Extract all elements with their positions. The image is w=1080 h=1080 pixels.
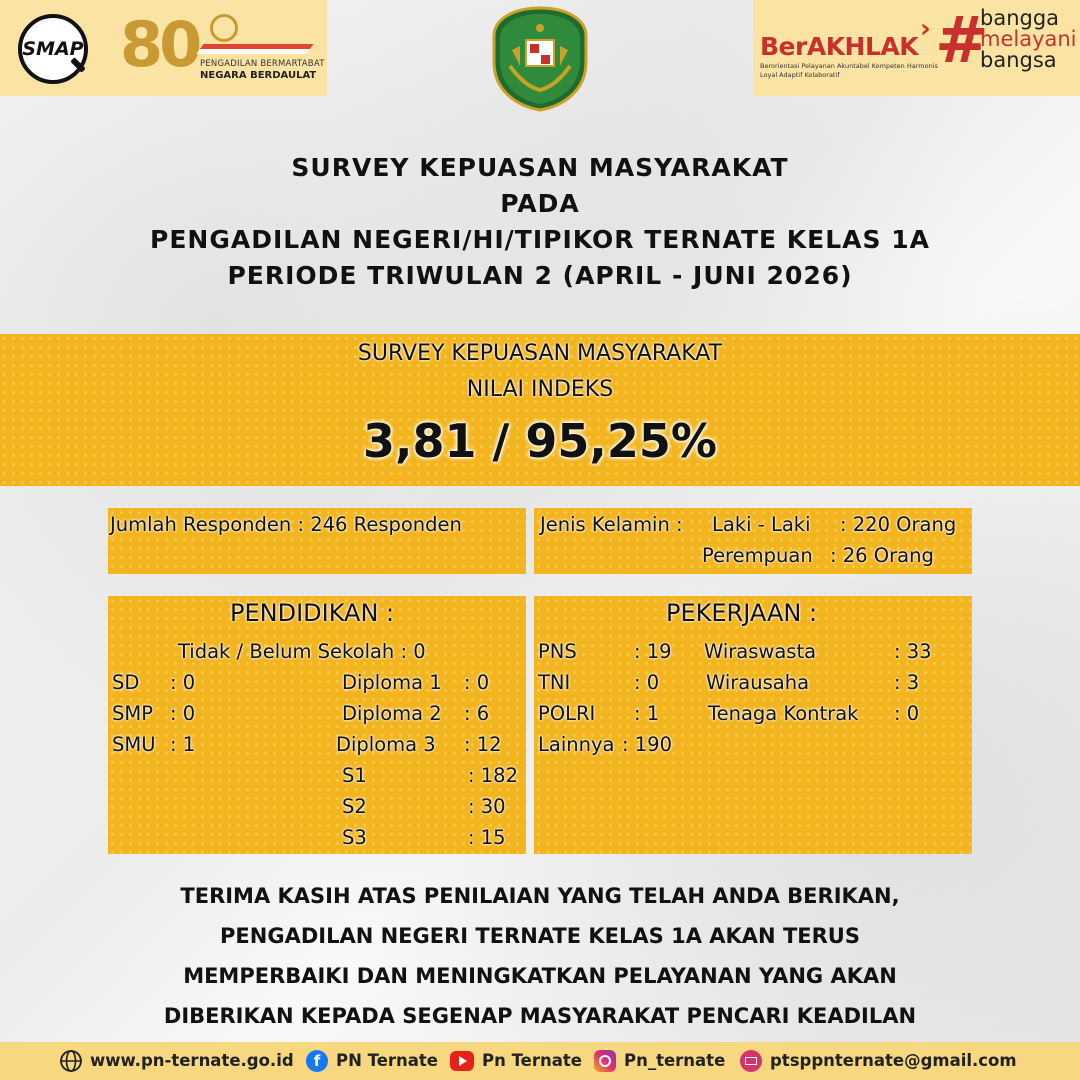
eighty-degree-icon [210, 14, 238, 42]
education-smu-label: SMU [112, 733, 156, 756]
gender-male-value: : 220 Orang [840, 513, 957, 536]
education-smp-label: SMP [112, 702, 153, 725]
footer-youtube[interactable]: Pn Ternate [482, 1051, 582, 1070]
occupation-lainnya-value: : 190 [622, 733, 672, 756]
occupation-pns-label: PNS [538, 640, 577, 663]
berakhlak-subtitle: Berorientasi Pelayanan Akuntabel Kompeten Harmonis Loyal Adaptif Kolaboratif [760, 62, 938, 79]
title-line-4: PERIODE TRIWULAN 2 (APRIL - JUNI 2026) [227, 261, 853, 290]
web-icon [60, 1050, 82, 1072]
closing-line-3: MEMPERBAIKI DAN MENINGKATKAN PELAYANAN YANG AKAN [183, 964, 897, 988]
chevron-right-icon: › [920, 14, 931, 44]
gender-female-value: : 26 Orang [830, 544, 934, 567]
occupation-box [534, 596, 972, 854]
respondents-box [108, 508, 526, 574]
education-s1-value: : 182 [468, 764, 518, 787]
smap-logo [18, 14, 88, 84]
index-value: 3,81 / 95,25% [363, 414, 717, 468]
occupation-kontrak-label: Tenaga Kontrak [708, 702, 859, 725]
education-smp-value: : 0 [170, 702, 196, 725]
footer-facebook[interactable]: PN Ternate [336, 1051, 438, 1070]
education-smu-value: : 1 [170, 733, 196, 756]
melayani-word: melayani [980, 27, 1077, 51]
occupation-kontrak-value: : 0 [894, 702, 920, 725]
gender-male-label: Laki - Laki [712, 513, 811, 536]
footer-instagram[interactable]: Pn_ternate [624, 1051, 726, 1070]
occupation-tni-label: TNI [538, 671, 571, 694]
footer-email[interactable]: ptsppnternate@gmail.com [770, 1051, 1017, 1070]
youtube-icon [450, 1051, 474, 1071]
education-title: PENDIDIKAN : [230, 599, 395, 627]
title-line-3: PENGADILAN NEGERI/HI/TIPIKOR TERNATE KELAS 1A [150, 225, 930, 254]
eighty-tagline-2: NEGARA BERDAULAT [200, 70, 317, 81]
occupation-polri-label: POLRI [538, 702, 596, 725]
title-line-2: PADA [500, 189, 580, 218]
education-s3-value: : 15 [468, 826, 506, 849]
occupation-polri-value: : 1 [634, 702, 660, 725]
eighty-tagline-1: PENGADILAN BERMARTABAT [200, 59, 325, 69]
mail-icon [740, 1050, 762, 1072]
bangga-tagline [980, 8, 1077, 71]
education-s2-value: : 30 [468, 795, 506, 818]
education-s3-label: S3 [342, 826, 367, 849]
education-d1-label: Diploma 1 [342, 671, 442, 694]
closing-line-4: DIBERIKAN KEPADA SEGENAP MASYARAKAT PENCARI KEADILAN [163, 1004, 917, 1028]
education-d2-value: : 6 [464, 702, 490, 725]
occupation-tni-value: : 0 [634, 671, 660, 694]
facebook-icon: f [306, 1050, 328, 1072]
index-band [0, 334, 1080, 486]
occupation-wirausaha-label: Wirausaha [706, 671, 810, 694]
education-s2-label: S2 [342, 795, 367, 818]
footer-bar [0, 1042, 1080, 1080]
closing-message [0, 876, 1080, 1036]
bangsa-word: bangsa [980, 48, 1057, 72]
education-box [108, 596, 526, 854]
occupation-pns-value: : 19 [634, 640, 672, 663]
occupation-wirausaha-value: : 3 [894, 671, 920, 694]
gender-female-label: Perempuan [702, 544, 813, 567]
respondents-label: Jumlah Responden : 246 Responden [110, 513, 462, 536]
court-emblem-icon [490, 6, 590, 112]
occupation-wiraswasta-value: : 33 [894, 640, 932, 663]
education-sd-label: SD [112, 671, 140, 694]
occupation-lainnya-label: Lainnya [538, 733, 615, 756]
occupation-wiraswasta-label: Wiraswasta [704, 640, 817, 663]
title-line-1: SURVEY KEPUASAN MASYARAKAT [291, 153, 789, 182]
closing-line-2: PENGADILAN NEGERI TERNATE KELAS 1A AKAN TERUS [220, 924, 860, 948]
education-d3-label: Diploma 3 [336, 733, 436, 756]
page-title [0, 150, 1080, 294]
closing-line-1: TERIMA KASIH ATAS PENILAIAN YANG TELAH ANDA BERIKAN, [180, 884, 900, 908]
education-none: Tidak / Belum Sekolah : 0 [178, 640, 426, 663]
gender-label: Jenis Kelamin : [540, 513, 683, 536]
education-s1-label: S1 [342, 764, 367, 787]
index-label-2: NILAI INDEKS [466, 377, 614, 402]
flag-stripe-icon [196, 44, 313, 54]
footer-website[interactable]: www.pn-ternate.go.id [90, 1051, 294, 1070]
education-d2-label: Diploma 2 [342, 702, 442, 725]
index-label-1: SURVEY KEPUASAN MASYARAKAT [357, 341, 723, 366]
header-left-panel [0, 0, 327, 96]
eighty-logo-number: 80 [120, 8, 199, 81]
bangga-word: bangga [980, 6, 1060, 30]
occupation-title: PEKERJAAN : [666, 599, 818, 627]
education-sd-value: : 0 [170, 671, 196, 694]
education-d1-value: : 0 [464, 671, 490, 694]
gender-box [534, 508, 972, 574]
education-d3-value: : 12 [464, 733, 502, 756]
smap-logo-text: SMAP [22, 38, 84, 60]
berakhlak-logo: BerAKHLAK [760, 32, 919, 61]
hashtag-icon: # [935, 4, 989, 78]
instagram-icon [594, 1050, 616, 1072]
